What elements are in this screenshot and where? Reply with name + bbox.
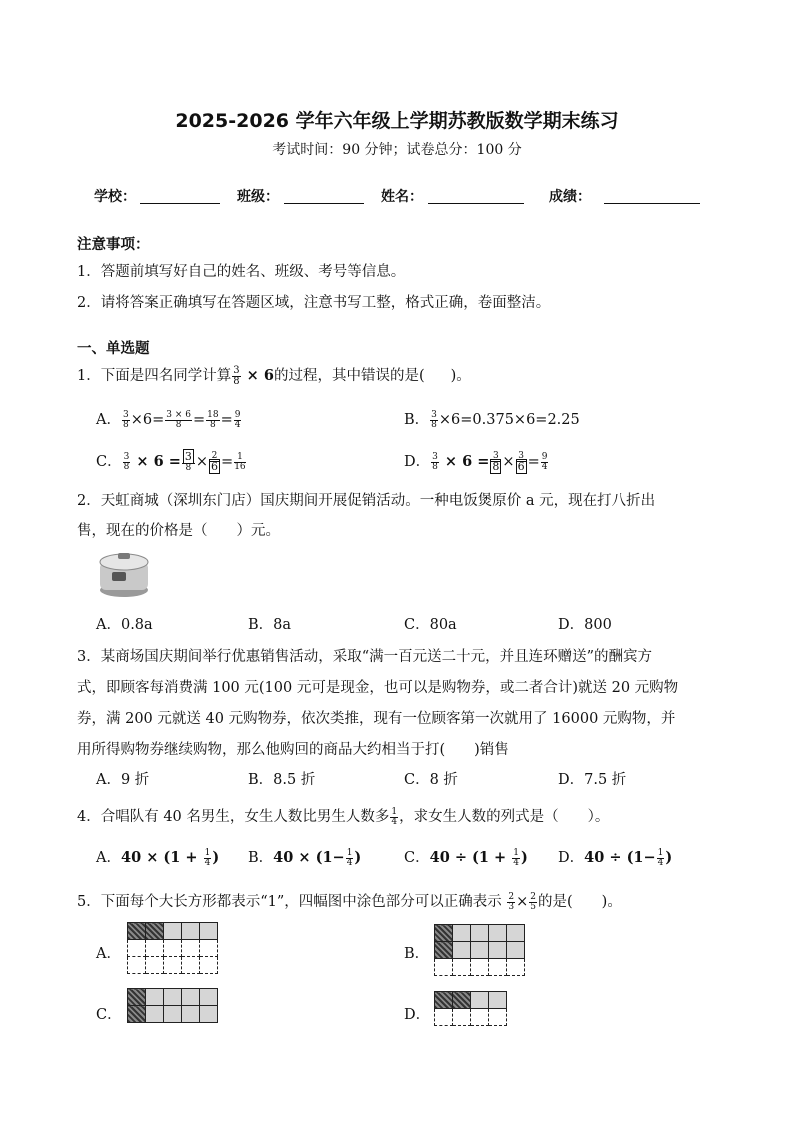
- q5-option-d[interactable]: D．: [404, 1007, 431, 1023]
- q1-option-c[interactable]: C． $\frac{3}{8}$ × 6 = $\frac{3}{8}$ × $\frac{2}{6}$ = $\frac{1}{16}$: [96, 449, 246, 473]
- q4-option-d[interactable]: D．40 ÷ (1− $\frac{1}{4}$ ): [558, 847, 673, 868]
- score-field[interactable]: [604, 203, 700, 204]
- question-3-line: 券，满 200 元就送 40 元购物券，依次类推，现有一位顾客第一次就用了 16000 元购物，并: [77, 711, 676, 727]
- q3-option-b[interactable]: B．8.5 折: [248, 772, 316, 788]
- question-4-stem: 4．合唱队有 40 名男生，女生人数比男生人数多 $\frac{1}{4}$ ，求女生人数的列式是（ ）。: [77, 806, 610, 827]
- class-label: 班级：: [237, 189, 279, 205]
- q3-option-d[interactable]: D．7.5 折: [558, 772, 627, 788]
- question-2-line: 2．天虹商城（深圳东门店）国庆期间开展促销活动。一种电饭煲原价 a 元，现在打八折出: [77, 493, 656, 509]
- q5-diagram-b: [434, 924, 525, 976]
- notice-item: 2．请将答案正确填写在答题区域，注意书写工整，格式正确，卷面整洁。: [77, 295, 551, 311]
- question-2-line: 售，现在的价格是（ ）元。: [77, 523, 280, 539]
- q5-option-c[interactable]: C．: [96, 1007, 122, 1023]
- q2-option-d[interactable]: D．800: [558, 617, 612, 633]
- q3-option-c[interactable]: C．8 折: [404, 772, 458, 788]
- section-heading: 一、单选题: [77, 341, 150, 357]
- q1-option-d[interactable]: D． $\frac{3}{8}$ × 6 = $\frac{3}{8}$ × $\frac{3}{6}$ = $\frac{9}{4}$: [404, 450, 548, 473]
- question-3-line: 用所得购物券继续购物，那么他购回的商品大约相当于打( )销售: [77, 742, 509, 758]
- name-field[interactable]: [428, 203, 524, 204]
- q5-diagram-d: [434, 991, 507, 1026]
- q5-diagram-c: [127, 988, 218, 1023]
- rice-cooker-image: [96, 548, 152, 600]
- exam-subtitle: 考试时间：90 分钟；试卷总分：100 分: [272, 142, 522, 158]
- q4-option-b[interactable]: B．40 × (1− $\frac{1}{4}$ ): [248, 847, 362, 868]
- q4-option-a[interactable]: A．40 × (1 + $\frac{1}{4}$ ): [96, 847, 220, 868]
- q2-option-a[interactable]: A．0.8a: [96, 617, 153, 633]
- question-3-line: 式，即顾客每消费满 100 元(100 元可是现金，也可以是购物券，或二者合计)就送 20 元购物: [77, 680, 679, 696]
- q2-option-c[interactable]: C．80a: [404, 617, 457, 633]
- class-field[interactable]: [284, 203, 364, 204]
- q1-option-a[interactable]: A． $\frac{3}{8}$ ×6= $\frac{3 \times 6}{8}$ = $\frac{18}{8}$ = $\frac{9}{4}$: [96, 409, 241, 430]
- page-title: 2025-2026 学年六年级上学期苏教版数学期末练习: [175, 110, 619, 132]
- q2-option-b[interactable]: B．8a: [248, 617, 292, 633]
- name-label: 姓名：: [381, 189, 423, 205]
- q4-option-c[interactable]: C．40 ÷ (1 + $\frac{1}{4}$ ): [404, 847, 528, 868]
- school-label: 学校：: [94, 189, 136, 205]
- score-label: 成绩：: [549, 189, 591, 205]
- q5-option-a[interactable]: A．: [96, 946, 121, 962]
- q5-diagram-a: [127, 922, 218, 974]
- question-5-stem: 5．下面每个大长方形都表示“1”，四幅图中涂色部分可以正确表示 $\frac{2}{3}$ × $\frac{2}{5}$ 的是( )。: [77, 891, 622, 912]
- question-1-stem: 1．下面是四名同学计算 $\frac{3}{8}$ × 6的过程，其中错误的是( )。: [77, 364, 471, 387]
- q5-option-b[interactable]: B．: [404, 946, 430, 962]
- q1-option-b[interactable]: B． $\frac{3}{8}$ ×6=0.375×6=2.25: [404, 409, 580, 430]
- notice-heading: 注意事项：: [77, 237, 150, 253]
- q3-option-a[interactable]: A．9 折: [96, 772, 150, 788]
- question-3-line: 3．某商场国庆期间举行优惠销售活动，采取“满一百元送二十元，并且连环赠送”的酬宾方: [77, 649, 653, 665]
- notice-item: 1．答题前填写好自己的姓名、班级、考号等信息。: [77, 264, 406, 280]
- school-field[interactable]: [140, 203, 220, 204]
